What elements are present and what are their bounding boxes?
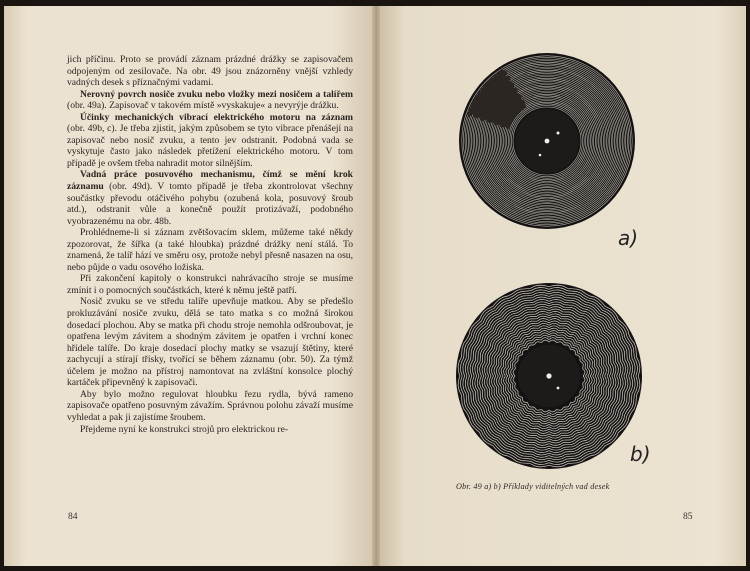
paragraph bbox=[67, 227, 353, 273]
figure-caption: Obr. 49 a) b) Příklady viditelných vad desek bbox=[456, 482, 610, 491]
paragraph-text: Aby bylo možno regulovat hloubku řezu rydla, bývá rameno zapisovače opatřeno posuvným závažím. Správnou polohu závaží musíme vyhledat a pak ji zajistíme šroubem. bbox=[67, 388, 353, 423]
page-number-left: 84 bbox=[68, 511, 78, 522]
paragraph-text: (obr. 49d). V tomto případě je třeba zkontrolovat všechny součástky převodu otáčivého pohybu (ozubená kola, posuvový šroub atd.), odstranit vůle a konečně použít protizávaží, podobného vyobrazenému na obr. 48b. bbox=[67, 181, 353, 227]
paragraph-text: Prohlédneme-li si záznam zvětšovacím sklem, můžeme také někdy zpozorovat, že šířka (a také hloubka) prázdné drážky není stálá. To znamená, že talíř hází ve směru osy, protože nebyl přesně nasazen na osu, nebo půjde o vadu osového ložiska. bbox=[67, 227, 353, 273]
figure-a-disc bbox=[457, 51, 637, 231]
paragraph-text: (obr. 49b, c). Je třeba zjistit, jakým způsobem se tyto vibrace přenášejí na zapisovač nebo nosič zvuku, a tento jev odstranit. Podobná vada se vyskytuje často jako následek přetížení elektrického motoru. V tom případě je ovšem třeba nahradit motor silnějším. bbox=[67, 123, 353, 169]
page-number-right: 85 bbox=[683, 511, 693, 522]
spindle-hole bbox=[546, 373, 551, 378]
paragraph-text: Při zakončení kapitoly o konstrukci nahrávacího stroje se musíme zmínit i o pomocných součástkách, které k němu ještě patří. bbox=[67, 273, 353, 296]
paragraph-text: (obr. 49a). Zapisovač v takovém místě »vyskakuje« a nevyrýje drážku. bbox=[67, 100, 339, 112]
paragraph bbox=[67, 424, 353, 436]
paragraph bbox=[67, 112, 353, 170]
book-gutter bbox=[372, 6, 380, 566]
paragraph-text: Přejdeme nyní ke konstrukci strojů pro elektrickou re- bbox=[80, 423, 289, 435]
paragraph bbox=[67, 54, 353, 89]
right-page bbox=[376, 6, 746, 566]
paragraph bbox=[67, 169, 353, 227]
book-spread bbox=[4, 6, 746, 566]
paragraph-heading: Účinky mechanických vibrací elektrického motoru na záznam bbox=[80, 111, 353, 123]
paragraph-text: jich příčinu. Proto se provádí záznam prázdné drážky se zapisovačem odpojeným od zesilovače. Na obr. 49 jsou znázorněny vnější vzhledy vadných desek s příznačnými vadami. bbox=[67, 54, 353, 89]
figure-a-label: a) bbox=[618, 226, 639, 250]
left-page bbox=[4, 6, 376, 566]
figure-b-label: b) bbox=[630, 442, 651, 466]
body-text bbox=[67, 54, 353, 435]
paragraph bbox=[67, 89, 353, 112]
paragraph-text: Nosič zvuku se ve středu talíře upevňuje matkou. Aby se předešlo prokluzávání nosiče zvuku, dělá se tato matka s co možná širokou dosedací plochou. Aby se matka při chodu stroje nemohla odšroubovat, je opatřena levým závitem a shodným závitem je opatřen i vrchní konec hřídele talíře. Do kraje dosedací plochy matky se vsazují štětiny, které zachycují a stírají třísky, tvořící se během záznamu (obr. 50). Za týmž účelem je možno na přístroj namontovat na zvláštní konsolce plochý kartáček připevněný k zapisovači. bbox=[67, 296, 353, 389]
paragraph bbox=[67, 273, 353, 296]
paragraph-heading: Nerovný povrch nosiče zvuku nebo vložky mezi nosičem a talířem bbox=[80, 88, 353, 100]
spindle-hole bbox=[545, 139, 550, 144]
paragraph-heading: Vadná práce posuvového mechanismu, čímž se mění krok záznamu bbox=[67, 169, 353, 193]
paragraph bbox=[67, 389, 353, 424]
paragraph bbox=[67, 296, 353, 388]
figure-b-disc bbox=[454, 281, 644, 471]
